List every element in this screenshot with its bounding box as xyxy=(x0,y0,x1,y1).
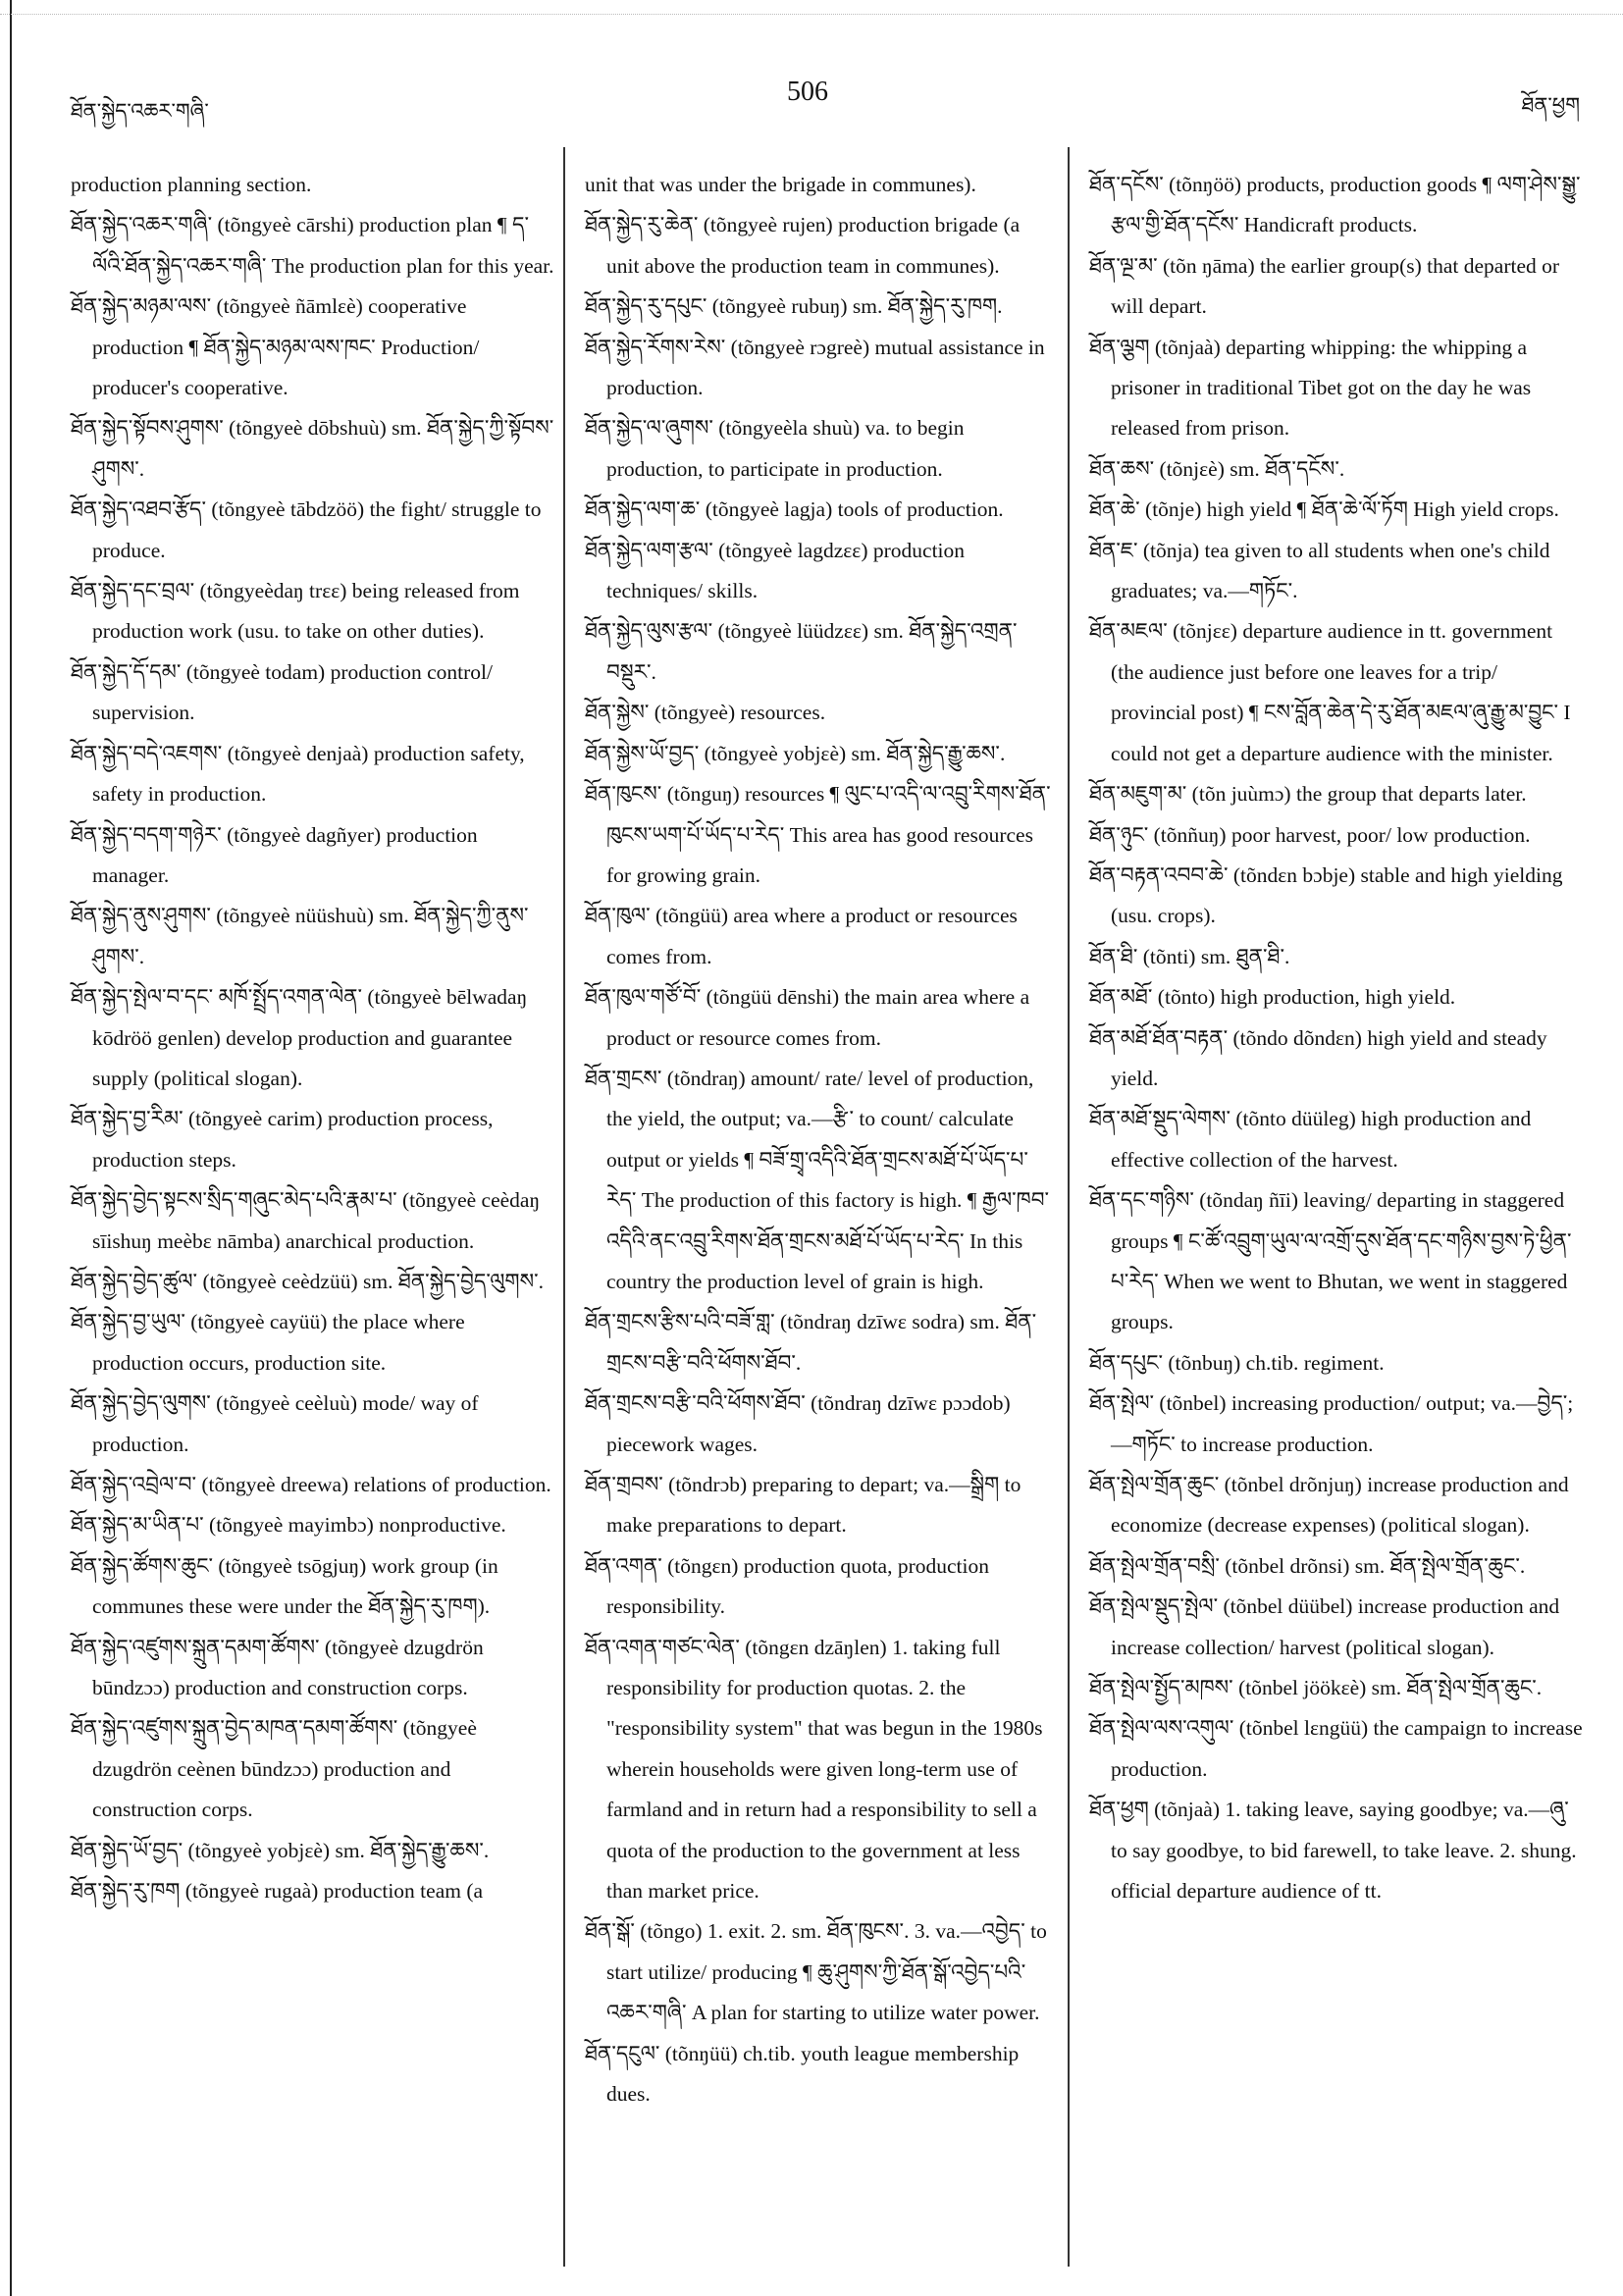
dictionary-entry: ཐོན་སྐྱེད་འབྲེལ་བ་ (tõngyeè dreewa) relations of production. xyxy=(71,1473,551,1496)
dictionary-entry: ཐོན་སྐྱེད་ལག་རྩལ་ (tõngyeè lagdzɛɛ) production techniques/ skills. xyxy=(585,538,966,603)
dictionary-entry: ཐོན་སྐྱེད་དང་བྲལ་ (tõngyeèdaŋ trɛɛ) being released from production work (usu. to take on other duties). xyxy=(71,579,520,644)
dictionary-entry: ཐོན་སྐྱེད་རོགས་རེས་ (tõngyeè rɔgreè) mutual assistance in production. xyxy=(585,335,1045,400)
column-3 xyxy=(1089,165,1586,1911)
dictionary-entry: ཐོན་སྐྱེད་འཐབ་རྩོད་ (tõngyeè tābdzöö) the fight/ struggle to produce. xyxy=(71,497,542,562)
left-margin-rule xyxy=(10,0,12,2296)
page-header xyxy=(0,69,1623,128)
dictionary-entry: ཐོན་སྤེལ་ལས་འགུལ་ (tõnbel lɛngüü) the campaign to increase production. xyxy=(1089,1716,1583,1781)
dictionary-entry: ཐོན་ཁུལ་གཙོ་བོ་ (tõngüü dēnshi) the main area where a product or resource comes from. xyxy=(585,985,1030,1050)
dictionary-entry: ཐོན་སྐྱེད་ནུས་ཤུགས་ (tõngyeè nüüshuù) sm. ཐོན་སྐྱེད་ཀྱི་ནུས་ཤུགས་. xyxy=(71,904,529,968)
dictionary-entry: production planning section. xyxy=(71,173,312,196)
column-rule-1 xyxy=(563,147,565,2267)
dictionary-entry: ཐོན་མཐོ་ཐོན་བརྟན་ (tõndo dõndɛn) high yield and steady yield. xyxy=(1089,1025,1547,1090)
dictionary-entry: ཐོན་སྐྱེད་སྤེལ་བ་དང་ མཁོ་སྤྲོད་འགན་ལེན་ (tõngyeè bēlwadaŋ kōdröö genlen) develop production and guarantee supply (political slogan). xyxy=(71,985,528,1090)
dictionary-entry: ཐོན་སྤེལ་གྲོན་བསྲི་ (tõnbel drõnsi) sm. ཐོན་སྤེལ་གྲོན་ཆུང་. xyxy=(1089,1553,1526,1578)
dictionary-entry: ཐོན་ཁུལ་ (tõngüü) area where a product or resources comes from. xyxy=(585,904,1018,968)
dictionary-entry: unit that was under the brigade in communes). xyxy=(585,173,976,196)
column-2 xyxy=(585,165,1056,2115)
dictionary-entry: ཐོན་སྤེལ་ (tõnbel) increasing production/ output; va.—བྱེད་; —གཏོང་ to increase production. xyxy=(1089,1391,1574,1456)
dictionary-entry: ཐོན་སྤེལ་གྲོན་ཆུང་ (tõnbel drõnjuŋ) increase production and economize (decrease expenses) (political slogan). xyxy=(1089,1473,1569,1538)
dictionary-entry: ཐོན་སྐྱེད་བྱེད་ལུགས་ (tõngyeè ceèluù) mode/ way of production. xyxy=(71,1391,479,1456)
dictionary-entry: ཐོན་འགན་གཙང་ལེན་ (tõngɛn dzāŋlen) 1. taking full responsibility for production quotas. 2. the "responsibility system" that was begun in the 1980s wherein households were given long-term use of farmland and in return had a responsibility to sell a quota of the production to the government at less than market price. xyxy=(585,1635,1043,1904)
dictionary-entry: ཐོན་དངོས་ (tõnŋöö) products, production goods ¶ ལག་ཤེས་སྒྱུ་རྩལ་གྱི་ཐོན་དངོས་ Handicraft products. xyxy=(1089,173,1581,237)
dictionary-entry: ཐོན་སྐྱེད་མ་ཡིན་པ་ (tõngyeè mayimbɔ) nonproductive. xyxy=(71,1513,506,1538)
column-rule-2 xyxy=(1068,147,1070,2267)
dictionary-entry: ཐོན་སྐྱེད་དོ་དམ་ (tõngyeè todam) production control/ supervision. xyxy=(71,659,493,725)
dictionary-entry: ཐོན་དངུལ་ (tõnŋüü) ch.tib. youth league membership dues. xyxy=(585,2041,1020,2107)
dictionary-entry: ཐོན་སྐྱེད་བྱ་ཡུལ་ (tõngyeè cayüü) the place where production occurs, production site. xyxy=(71,1310,465,1375)
header-left-title: ཐོན་སྐྱེད་འཆར་གཞི་ xyxy=(71,99,209,123)
dictionary-entry: ཐོན་སྐྱེད་བདེ་འཇགས་ (tõngyeè denjaà) production safety, safety in production. xyxy=(71,741,525,807)
dictionary-entry: ཐོན་ཕྱག (tõnjaà) 1. taking leave, saying goodbye; va.—ཞུ་ to say goodbye, to bid farewell, to take leave. 2. shung. official departure audience of tt. xyxy=(1089,1798,1577,1904)
dictionary-entry: ཐོན་སྐྱེད་རུ་ཁག (tõngyeè rugaà) production team (a xyxy=(71,1879,484,1904)
dictionary-entry: ཐོན་སྐྱེད་རུ་ཆེན་ (tõngyeè rujen) production brigade (a unit above the production team in communes). xyxy=(585,213,1021,278)
dictionary-entry: ཐོན་ཁུངས་ (tõnguŋ) resources ¶ ལུང་པ་འདི་ལ་འབྲུ་རིགས་ཐོན་ཁུངས་ཡག་པོ་ཡོད་པ་རེད་ This area has good resources for growing grain. xyxy=(585,782,1051,887)
dictionary-entry: ཐོན་གྲངས་བརྩི་བའི་ཕོགས་ཐོབ་ (tõndraŋ dzīwɛ pɔɔdob) piecework wages. xyxy=(585,1391,1011,1456)
top-dotted-rule xyxy=(0,14,1623,15)
dictionary-entry: ཐོན་གྲངས་རྩིས་པའི་བཟོ་གླ་ (tõndraŋ dzīwɛ sodra) sm. ཐོན་གྲངས་བརྩི་བའི་ཕོགས་ཐོབ་. xyxy=(585,1310,1037,1375)
dictionary-entry: ཐོན་སྐྱེད་མཉམ་ལས་ (tõngyeè ñāmlɛè) cooperative production ¶ ཐོན་སྐྱེད་མཉམ་ལས་ཁང་ Production/ producer's cooperative. xyxy=(71,294,480,400)
dictionary-entry: ཐོན་སྐྱེད་ཚོགས་ཆུང་ (tõngyeè tsōgjuŋ) work group (in communes these were under the ཐོན་སྐྱེད་རུ་ཁག). xyxy=(71,1553,498,1619)
dictionary-entry: ཐོན་སྐྱེད་ལ་ཞུགས་ (tõngyeèla shuù) va. to begin production, to participate in production. xyxy=(585,416,965,481)
header-right-title: ཐོན་ཕྱག xyxy=(1521,93,1580,117)
column-1 xyxy=(71,165,559,1911)
dictionary-entry: ཐོན་ཆེ་ (tõnje) high yield ¶ ཐོན་ཆེ་ལོ་ཏོག High yield crops. xyxy=(1089,497,1559,522)
dictionary-entry: ཐོན་ཇ་ (tõnja) tea given to all students when one's child graduates; va.—གཏོང་. xyxy=(1089,538,1550,603)
dictionary-entry: ཐོན་སྐྱེད་བྱེད་ཚུལ་ (tõngyeè ceèdzüü) sm. ཐོན་སྐྱེད་བྱེད་ལུགས་. xyxy=(71,1269,544,1293)
dictionary-entry: ཐོན་སྒོ་ (tõngo) 1. exit. 2. sm. ཐོན་ཁུངས་. 3. va.—འབྱེད་ to start utilize/ producing ¶ ཆུ་ཤུགས་ཀྱི་ཐོན་སྒོ་འབྱེད་པའི་འཆར་གཞི་ A plan for starting to utilize water power. xyxy=(585,1919,1047,2025)
dictionary-entry: ཐོན་ཐི་ (tõnti) sm. ཐུན་ཐི་. xyxy=(1089,944,1290,968)
dictionary-entry: ཐོན་མཐོ་ (tõnto) high production, high yield. xyxy=(1089,985,1456,1010)
dictionary-entry: ཐོན་སྐྱེས་ (tõngyeè) resources. xyxy=(585,701,826,725)
dictionary-entry: ཐོན་དཔུང་ (tõnbuŋ) ch.tib. regiment. xyxy=(1089,1350,1385,1375)
dictionary-entry: ཐོན་བརྟན་འབབ་ཆེ་ (tõndɛn bɔbje) stable and high yielding (usu. crops). xyxy=(1089,862,1563,928)
dictionary-entry: ཐོན་སྐྱེད་བྱེད་སྟངས་སྲིད་གཞུང་མེད་པའི་རྣམ་པ་ (tõngyeè ceèdaŋ sīishuŋ meèbɛ nāmba) anarchical production. xyxy=(71,1188,541,1253)
dictionary-entry: ཐོན་སྐྱེད་བྱ་རིམ་ (tõngyeè carim) production process, production steps. xyxy=(71,1107,494,1172)
dictionary-entry: ཐོན་སྐྱེད་འཛུགས་སྐྲུན་བྱེད་མཁན་དམག་ཚོགས་ (tõngyeè dzugdrön ceènen būndzɔɔ) production and construction corps. xyxy=(71,1716,477,1822)
dictionary-entry: ཐོན་སྐྱེད་བདག་གཉེར་ (tõngyeè dagñyer) production manager. xyxy=(71,822,478,887)
dictionary-entry: ཐོན་སྐྱེད་ཡོ་བྱད་ (tõngyeè yobjɛè) sm. ཐོན་སྐྱེད་རྒྱུ་ཆས་. xyxy=(71,1838,490,1862)
dictionary-entry: ཐོན་སྐྱེད་ལག་ཆ་ (tõngyeè lagja) tools of production. xyxy=(585,497,1004,522)
dictionary-entry: ཐོན་ཉུང་ (tõnñuŋ) poor harvest, poor/ low production. xyxy=(1089,822,1531,847)
dictionary-entry: ཐོན་སྐྱེད་ལུས་རྩལ་ (tõngyeè lüüdzɛɛ) sm. ཐོན་སྐྱེད་འགྲན་བསྡུར་. xyxy=(585,619,1018,684)
dictionary-entry: ཐོན་མཇུག་མ་ (tõn juùmɔ) the group that departs later. xyxy=(1089,782,1527,807)
dictionary-entry: ཐོན་སྐྱེད་འཛུགས་སྐྲུན་དམག་ཚོགས་ (tõngyeè dzugdrön būndzɔɔ) production and construction corps. xyxy=(71,1635,484,1700)
dictionary-entry: ཐོན་མཇལ་ (tõnjɛɛ) departure audience in tt. government (the audience just before one leaves for a trip/ provincial post) ¶ ངས་བློན་ཆེན་དེ་རུ་ཐོན་མཇལ་ཞུ་རྒྱུ་མ་བྱུང་ I could not get a departure audience with the minister. xyxy=(1089,619,1571,765)
dictionary-entry: ཐོན་གྲངས་ (tõndraŋ) amount/ rate/ level of production, the yield, the output; va.—རྩི་ to count/ calculate output or yields ¶ བཟོ་གྲྭ་འདིའི་ཐོན་གྲངས་མཐོ་པོ་ཡོད་པ་རེད་ The production of this factory is high. ¶ རྒྱལ་ཁབ་འདིའི་ནང་འབྲུ་རིགས་ཐོན་གྲངས་མཐོ་པོ་ཡོད་པ་རེད་ In this country the production level of grain is high. xyxy=(585,1066,1050,1293)
dictionary-entry: ཐོན་དང་གཉིས་ (tõndaŋ ñīi) leaving/ departing in staggered groups ¶ ང་ཚོ་འབྲུག་ཡུལ་ལ་འགྲོ་དུས་ཐོན་དང་གཉིས་བྱས་ཏེ་ཕྱིན་པ་རེད་ When we went to Bhutan, we went in staggered groups. xyxy=(1089,1188,1572,1334)
dictionary-entry: ཐོན་སྐྱེས་ཡོ་བྱད་ (tõngyeè yobjɛè) sm. ཐོན་སྐྱེད་རྒྱུ་ཆས་. xyxy=(585,741,1006,765)
dictionary-entry: ཐོན་སྤེལ་སྤྱོད་མཁས་ (tõnbel jöökɛè) sm. ཐོན་སྤེལ་གྲོན་ཆུང་. xyxy=(1089,1676,1543,1700)
dictionary-entry: ཐོན་མཐོ་སྡུད་ལེགས་ (tõnto düüleg) high production and effective collection of the harvest. xyxy=(1089,1107,1532,1172)
page-number: 506 xyxy=(787,77,828,107)
dictionary-entry: ཐོན་འགན་ (tõngɛn) production quota, production responsibility. xyxy=(585,1553,989,1619)
dictionary-entry: ཐོན་སྐྱེད་རུ་དཔུང་ (tõngyeè rubuŋ) sm. ཐོན་སྐྱེད་རུ་ཁག. xyxy=(585,294,1003,319)
dictionary-entry: ཐོན་སྐྱེད་སྟོབས་ཤུགས་ (tõngyeè dōbshuù) sm. ཐོན་སྐྱེད་ཀྱི་སྟོབས་ཤུགས་. xyxy=(71,416,554,481)
dictionary-entry: ཐོན་སྐྱེད་འཆར་གཞི་ (tõngyeè cārshi) production plan ¶ ད་ལོའི་ཐོན་སྐྱེད་འཆར་གཞི་ The production plan for this year. xyxy=(71,213,554,278)
dictionary-entry: ཐོན་གྲབས་ (tõndrɔb) preparing to depart; va.—སྒྲིག to make preparations to depart. xyxy=(585,1473,1021,1538)
dictionary-entry: ཐོན་སྤེལ་སྡུད་སྤེལ་ (tõnbel düübel) increase production and increase collection/ harvest (political slogan). xyxy=(1089,1594,1560,1659)
dictionary-entry: ཐོན་ལྕག (tõnjaà) departing whipping: the whipping a prisoner in traditional Tibet got on the day he was released from prison. xyxy=(1089,335,1532,441)
dictionary-entry: ཐོན་ལྔ་མ་ (tõn ŋāma) the earlier group(s) that departed or will depart. xyxy=(1089,253,1560,319)
dictionary-entry: ཐོན་ཆས་ (tõnjɛè) sm. ཐོན་དངོས་. xyxy=(1089,456,1345,481)
